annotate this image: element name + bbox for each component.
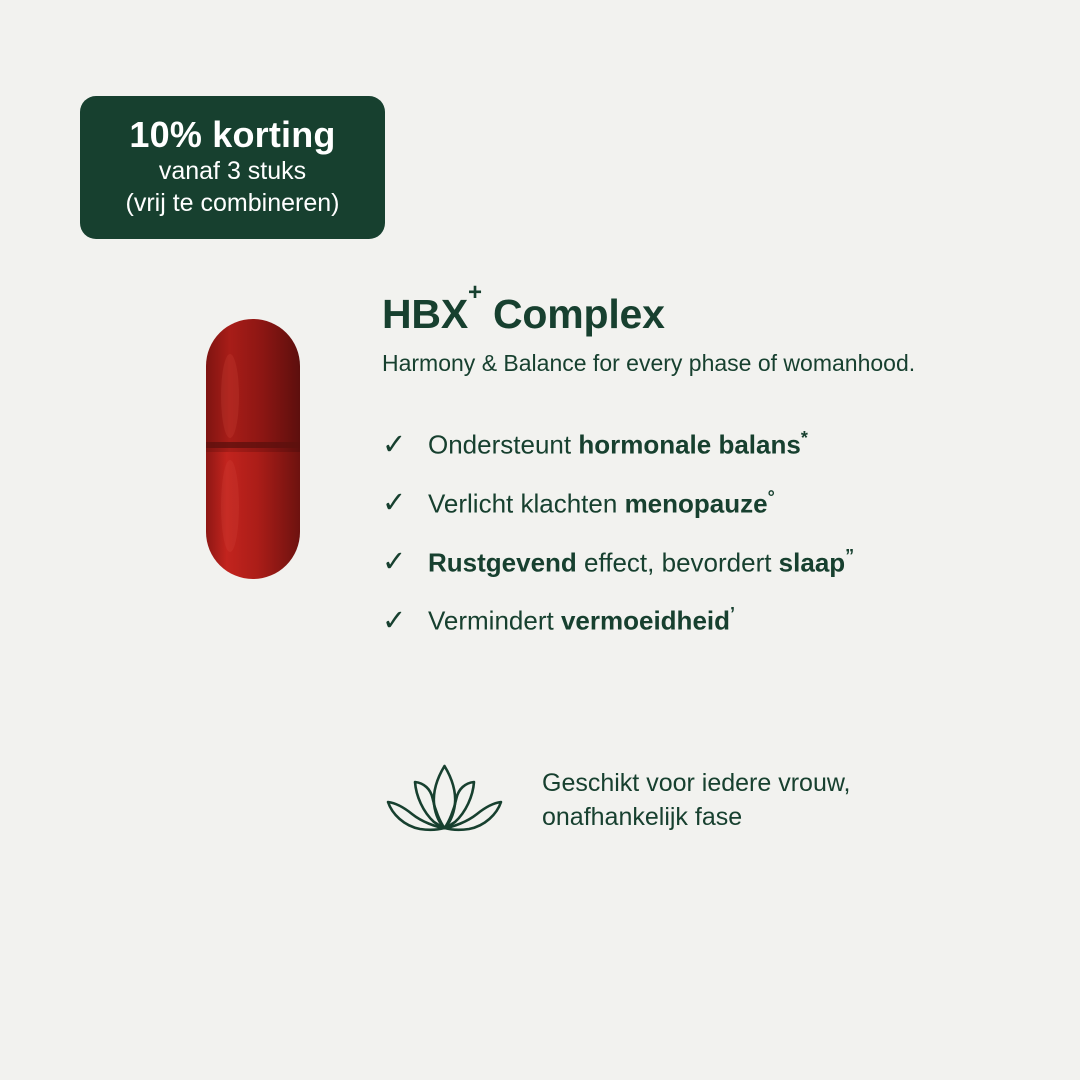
discount-badge-line-2: (vrij te combineren) <box>125 189 340 218</box>
product-title-main: HBX <box>382 291 468 337</box>
benefit-pre: Verlicht klachten <box>428 488 625 519</box>
benefit-text <box>428 604 735 637</box>
benefit-bold-2: slaap <box>778 547 846 578</box>
capsule-icon <box>204 316 302 580</box>
lotus-icon <box>382 760 507 840</box>
benefit-list <box>382 428 1022 637</box>
check-icon: ✓ <box>382 428 407 461</box>
suitability-line-2: onafhankelijk fase <box>542 803 743 831</box>
suitability-text <box>542 766 850 835</box>
discount-badge-title: 10% korting <box>129 114 336 155</box>
check-icon: ✓ <box>382 546 407 579</box>
benefit-text <box>428 546 854 579</box>
product-info <box>382 279 1022 663</box>
benefit-bold: menopauze <box>624 488 768 519</box>
benefit-footnote: * <box>800 427 808 448</box>
list-item <box>382 546 1022 579</box>
discount-badge-line-1: vanaf 3 stuks <box>158 157 307 186</box>
list-item <box>382 604 1022 637</box>
benefit-pre: Vermindert <box>428 606 561 637</box>
benefit-footnote: ’ <box>730 604 736 625</box>
benefit-footnote: ° <box>767 486 775 507</box>
product-subtitle: Harmony & Balance for every phase of womanhood. <box>382 350 916 377</box>
page-title <box>382 279 1022 337</box>
list-item <box>382 487 1022 520</box>
suitability-line-1: Geschikt voor iedere vrouw, <box>542 768 851 797</box>
product-capsule-image <box>204 316 304 584</box>
suitability-note <box>382 760 1022 840</box>
benefit-bold: hormonale balans <box>578 429 801 460</box>
discount-badge <box>80 96 385 239</box>
product-title-superscript: + <box>467 279 482 307</box>
check-icon: ✓ <box>382 487 407 520</box>
benefit-text <box>428 428 808 461</box>
benefit-text <box>428 487 775 520</box>
benefit-bold: Rustgevend <box>428 547 577 578</box>
benefit-mid: effect, bevordert <box>576 547 779 578</box>
benefit-pre: Ondersteunt <box>428 429 579 460</box>
product-title-rest: Complex <box>481 291 665 337</box>
list-item <box>382 428 1022 461</box>
benefit-footnote: ” <box>845 545 855 566</box>
benefit-bold: vermoeidheid <box>560 606 731 637</box>
check-icon: ✓ <box>382 605 407 638</box>
